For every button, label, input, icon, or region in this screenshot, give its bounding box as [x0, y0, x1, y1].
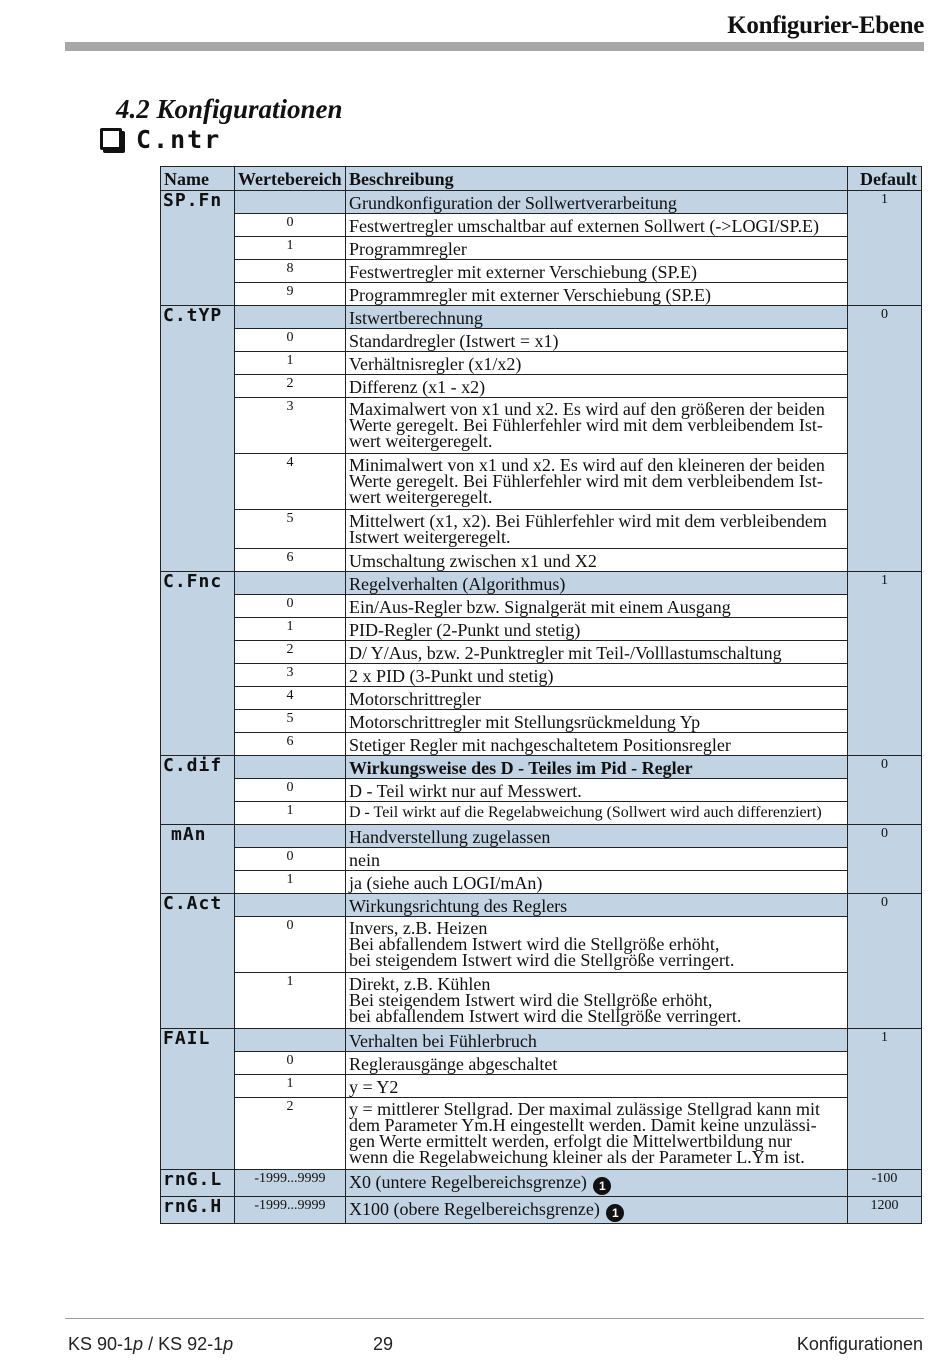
footer-model-a: KS 90-1 — [68, 1334, 134, 1354]
parameter-row — [161, 306, 922, 329]
option-value: 0 — [234, 1052, 345, 1075]
footer-model-b: KS 92-1 — [158, 1334, 224, 1354]
parameter-description-text: Istwertberechnung — [348, 308, 483, 328]
option-row — [161, 848, 922, 871]
option-row — [161, 510, 922, 549]
option-row — [161, 1075, 922, 1098]
option-value: 0 — [234, 848, 345, 871]
parameter-row — [161, 1170, 922, 1197]
option-description: y = Y2 — [345, 1075, 847, 1098]
parameter-default: 1200 — [848, 1197, 922, 1224]
option-row — [161, 733, 922, 756]
option-description: 2 x PID (3-Punkt und stetig) — [345, 664, 847, 687]
option-description: D/ Y/Aus, bzw. 2-Punktregler mit Teil-/Volllastumschaltung — [345, 641, 847, 664]
option-value: 9 — [234, 283, 345, 306]
option-row — [161, 710, 922, 733]
parameter-range — [234, 756, 345, 779]
parameter-default: 0 — [848, 825, 922, 894]
option-description-line: Maximalwert von x1 und x2. Es wird auf den größeren der beiden — [348, 399, 825, 419]
parameter-row — [161, 894, 922, 917]
footer-rule — [65, 1318, 924, 1319]
option-description: D - Teil wirkt nur auf Messwert. — [345, 779, 847, 802]
option-description-line: Minimalwert von x1 und x2. Es wird auf den kleineren der beiden — [348, 455, 825, 475]
option-row — [161, 214, 922, 237]
option-row — [161, 802, 922, 825]
parameter-row — [161, 1029, 922, 1052]
option-value: 6 — [234, 733, 345, 756]
option-row — [161, 549, 922, 572]
option-description: Reglerausgänge abgeschaltet — [345, 1052, 847, 1075]
option-description: Ein/Aus-Regler bzw. Signalgerät mit einem Ausgang — [345, 595, 847, 618]
option-description-line: dem Parameter Ym.H eingestellt werden. Damit keine unzulässi- — [348, 1115, 817, 1135]
option-description — [345, 1098, 847, 1170]
option-row — [161, 283, 922, 306]
header-rule — [65, 42, 924, 51]
parameter-default: -100 — [848, 1170, 922, 1197]
parameter-description — [345, 1029, 847, 1052]
option-value: 5 — [234, 510, 345, 549]
option-description-line: gen Werte ermittelt werden, erfolgt die Mittelwertbildung nur — [348, 1131, 793, 1151]
option-value: 3 — [234, 664, 345, 687]
option-value: 0 — [234, 214, 345, 237]
parameter-name: mAn — [161, 825, 235, 894]
option-value: 2 — [234, 1098, 345, 1170]
parameter-description — [345, 1170, 847, 1197]
parameter-name: C.tYP — [161, 306, 235, 572]
parameter-description-text: Grundkonfiguration der Sollwertverarbeitung — [348, 193, 677, 213]
parameter-default: 0 — [848, 306, 922, 572]
option-description-line: Werte geregelt. Bei Fühlerfehler wird mit dem verbleibendem Ist- — [348, 471, 823, 491]
footer-model — [68, 1334, 233, 1355]
option-value: 1 — [234, 973, 345, 1029]
option-value: 4 — [234, 454, 345, 510]
option-row — [161, 260, 922, 283]
parameter-name: C.Act — [161, 894, 235, 1029]
checkbox-icon — [100, 128, 122, 150]
option-description — [345, 454, 847, 510]
parameter-row — [161, 825, 922, 848]
parameter-description — [345, 191, 847, 214]
option-description-line: Istwert weitergeregelt. — [348, 527, 511, 547]
parameter-description-text: X0 (untere Regelbereichsgrenze) — [348, 1172, 587, 1192]
parameter-row — [161, 191, 922, 214]
parameter-description-text: X100 (obere Regelbereichsgrenze) — [348, 1199, 600, 1219]
parameter-name: C.dif — [161, 756, 235, 825]
parameter-range: -1999...9999 — [234, 1197, 345, 1224]
subsection-code: C.ntr — [136, 124, 222, 154]
parameter-name: C.Fnc — [161, 572, 235, 756]
option-row — [161, 687, 922, 710]
parameter-default: 0 — [848, 894, 922, 1029]
option-description: Verhältnisregler (x1/x2) — [345, 352, 847, 375]
option-description-line: wert weitergeregelt. — [348, 431, 493, 451]
parameter-row — [161, 756, 922, 779]
option-value: 2 — [234, 641, 345, 664]
option-value: 4 — [234, 687, 345, 710]
option-row — [161, 352, 922, 375]
option-description: Motorschrittregler — [345, 687, 847, 710]
parameter-description-text: Verhalten bei Fühlerbruch — [348, 1031, 537, 1051]
option-row — [161, 1052, 922, 1075]
column-header-description: Beschreibung — [345, 167, 847, 191]
parameter-description — [345, 1197, 847, 1224]
option-description — [345, 973, 847, 1029]
option-description: Programmregler mit externer Verschiebung (SP.E) — [345, 283, 847, 306]
option-description: Differenz (x1 - x2) — [345, 375, 847, 398]
option-value: 1 — [234, 352, 345, 375]
option-description: Programmregler — [345, 237, 847, 260]
option-value: 1 — [234, 802, 345, 825]
option-row — [161, 917, 922, 973]
parameter-range — [234, 825, 345, 848]
parameter-description-text: Wirkungsweise des D - Teiles im Pid - Regler — [348, 758, 693, 778]
parameter-default: 1 — [848, 191, 922, 306]
footer-suffix-a: p — [133, 1334, 144, 1354]
parameter-description — [345, 572, 847, 595]
parameter-range — [234, 572, 345, 595]
parameter-default: 1 — [848, 572, 922, 756]
option-row — [161, 375, 922, 398]
option-value: 2 — [234, 375, 345, 398]
option-description: Standardregler (Istwert = x1) — [345, 329, 847, 352]
column-header-range: Wertebereich — [234, 167, 345, 191]
option-value: 5 — [234, 710, 345, 733]
option-row — [161, 398, 922, 454]
footnote-marker-icon: 1 — [606, 1204, 624, 1222]
option-row — [161, 641, 922, 664]
option-description: nein — [345, 848, 847, 871]
option-row — [161, 237, 922, 260]
option-value: 1 — [234, 871, 345, 894]
option-value: 0 — [234, 779, 345, 802]
option-description — [345, 398, 847, 454]
parameter-range — [234, 191, 345, 214]
option-description-line: Direkt, z.B. Kühlen — [348, 974, 491, 994]
option-value: 3 — [234, 398, 345, 454]
footer-section: Konfigurationen — [796, 1334, 923, 1354]
option-description: Festwertregler mit externer Verschiebung (SP.E) — [345, 260, 847, 283]
parameter-name: rnG.H — [161, 1197, 235, 1224]
parameter-default: 0 — [848, 756, 922, 825]
footer-separator: / — [143, 1334, 159, 1354]
option-row — [161, 1098, 922, 1170]
parameter-row — [161, 1197, 922, 1224]
column-header-default: Default — [848, 167, 922, 191]
parameter-name: SP.Fn — [161, 191, 235, 306]
option-description: PID-Regler (2-Punkt und stetig) — [345, 618, 847, 641]
option-description: Motorschrittregler mit Stellungsrückmeldung Yp — [345, 710, 847, 733]
option-value: 1 — [234, 618, 345, 641]
table-header-row — [161, 167, 922, 191]
parameter-range — [234, 894, 345, 917]
option-description-line: bei steigendem Istwert wird die Stellgröße verringert. — [348, 950, 735, 970]
option-description: Stetiger Regler mit nachgeschaltetem Positionsregler — [345, 733, 847, 756]
option-row — [161, 871, 922, 894]
option-row — [161, 329, 922, 352]
option-description: D - Teil wirkt auf die Regelabweichung (Sollwert wird auch differenziert) — [345, 802, 847, 825]
parameter-description-text: Wirkungsrichtung des Reglers — [348, 896, 568, 916]
option-value: 1 — [234, 237, 345, 260]
column-header-name: Name — [161, 167, 235, 191]
page-number: 29 — [373, 1334, 394, 1354]
option-description: ja (siehe auch LOGI/mAn) — [345, 871, 847, 894]
option-description — [345, 510, 847, 549]
parameter-range — [234, 306, 345, 329]
parameter-range — [234, 1029, 345, 1052]
option-value: 0 — [234, 917, 345, 973]
option-description-line: y = mittlerer Stellgrad. Der maximal zulässige Stellgrad kann mit — [348, 1099, 820, 1119]
option-description-line: Bei steigendem Istwert wird die Stellgröße erhöht, — [348, 990, 713, 1010]
option-description-line: wert weitergeregelt. — [348, 487, 493, 507]
parameter-name: FAIL — [161, 1029, 235, 1170]
parameter-description-text: Regelverhalten (Algorithmus) — [348, 574, 566, 594]
option-description-line: bei abfallendem Istwert wird die Stellgröße verringert. — [348, 1006, 742, 1026]
option-description-line: Invers, z.B. Heizen — [348, 918, 488, 938]
option-row — [161, 595, 922, 618]
option-description-line: Werte geregelt. Bei Fühlerfehler wird mit dem verbleibendem Ist- — [348, 415, 823, 435]
option-value: 0 — [234, 595, 345, 618]
option-description-line: Mittelwert (x1, x2). Bei Fühlerfehler wird mit dem verbleibendem — [348, 511, 827, 531]
running-header-title: Konfigurier-Ebene — [727, 12, 924, 39]
option-value: 0 — [234, 329, 345, 352]
option-value: 1 — [234, 1075, 345, 1098]
section-title: 4.2 Konfigurationen — [116, 94, 343, 124]
option-description: Umschaltung zwischen x1 und X2 — [345, 549, 847, 572]
option-row — [161, 779, 922, 802]
option-description-line: wenn die Regelabweichung kleiner als der Parameter L.Ym ist. — [348, 1147, 805, 1167]
option-description: Festwertregler umschaltbar auf externen Sollwert (->LOGI/SP.E) — [345, 214, 847, 237]
parameter-description — [345, 756, 847, 779]
parameter-description-text: Handverstellung zugelassen — [348, 827, 551, 847]
parameter-description — [345, 894, 847, 917]
option-row — [161, 664, 922, 687]
footnote-marker-icon: 1 — [593, 1177, 611, 1195]
configuration-table — [160, 166, 922, 1224]
option-row — [161, 618, 922, 641]
subsection-heading — [100, 126, 221, 152]
option-value: 6 — [234, 549, 345, 572]
option-description-line: Bei abfallendem Istwert wird die Stellgröße erhöht, — [348, 934, 720, 954]
parameter-default: 1 — [848, 1029, 922, 1170]
parameter-description — [345, 825, 847, 848]
option-value: 8 — [234, 260, 345, 283]
option-row — [161, 454, 922, 510]
parameter-range: -1999...9999 — [234, 1170, 345, 1197]
parameter-description — [345, 306, 847, 329]
option-row — [161, 973, 922, 1029]
footer-suffix-b: p — [223, 1334, 234, 1354]
parameter-name: rnG.L — [161, 1170, 235, 1197]
parameter-row — [161, 572, 922, 595]
option-description — [345, 917, 847, 973]
